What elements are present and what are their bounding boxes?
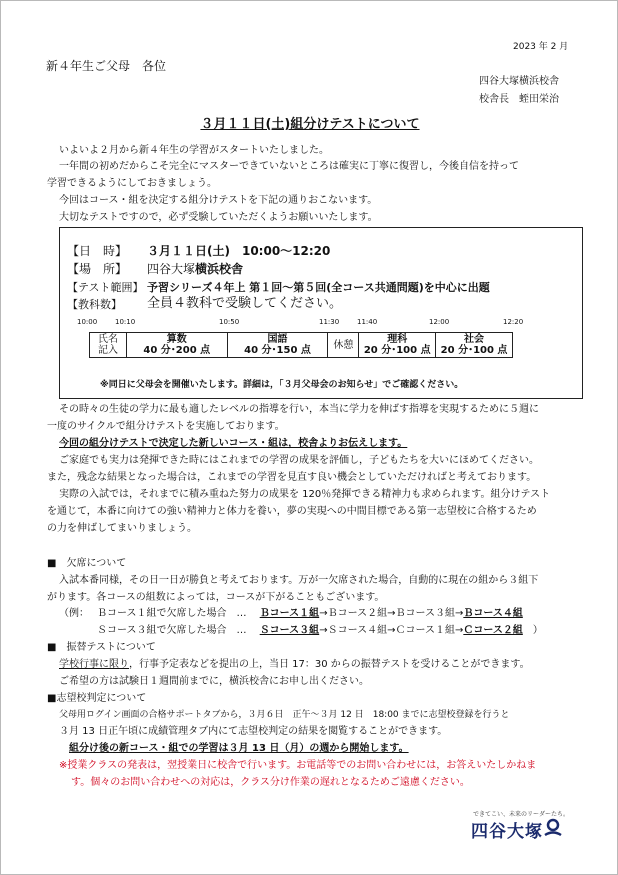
body-line-1: その時々の生徒の学力に最も適したレベルの指導を行い，本当に学力を伸ばす指導を実現するために５週に [59, 404, 539, 415]
timetable-cell-math: 算数 40 分･200 点 [126, 333, 227, 358]
red-note-line-1: ※授業クラスの発表は，翌授業日に校舎で行います。お電話等でのお問い合わせには，お答えいたしかねま [59, 760, 537, 771]
place-value: 四谷大塚横浜校舎 [147, 262, 244, 276]
logo-name: 四谷大塚 [471, 822, 543, 842]
time-5: 12:00 [429, 318, 450, 326]
body-line-8: の力を伸ばしてまいりましょう。 [47, 523, 197, 534]
subjects-label: 【教科数】 [67, 298, 122, 311]
absence-heading: ■ 欠席について [47, 558, 127, 569]
makeup-heading: ■ 振替テストについて [47, 642, 156, 653]
timetable [89, 332, 513, 358]
red-note-line-2: す。個々のお問い合わせへの対応は，クラス分け作業の遅れとなるためご遠慮ください。 [71, 777, 470, 788]
timetable-cell-japanese: 国語 40 分･150 点 [227, 333, 328, 358]
body-line-6: 実際の入試では，それまでに積み重ねた努力の成果を 120％発揮できる精神力も求められます。組分けテスト [59, 489, 551, 500]
addressee: 新４年生ご父母 各位 [46, 59, 167, 73]
place-label: 【場 所】 [67, 262, 128, 276]
body-line-5: また，残念な結果となった場合は，これまでの学習を見直す良い機会としていただければと考えております。 [47, 472, 537, 483]
time-6: 12:20 [503, 318, 524, 326]
body-line-4: ご家庭でも実力は発揮できた時にはこれまでの学習の成果を評価し，子どもたちを大いにほめてください。 [59, 455, 539, 466]
example-2: Ｓコース３組で欠席した場合 … Ｓコース３組→Ｓコース４組→Ｃコース１組→Ｃコース２組 ） [97, 625, 543, 636]
intro-line-2: 一年間の初めだからこそ完全にマスターできていないところは確実に丁寧に復習し，今後自信を持って [59, 161, 519, 172]
timetable-cell-name: 氏名 記入 [90, 333, 127, 358]
subjects-value: 全員４教科で受験してください。 [147, 296, 343, 311]
parent-meeting-note: ※同日に父母会を開催いたします。詳細は，「３月父母会のお知らせ」でご確認ください。 [100, 380, 464, 390]
document-date: 2023 年 2 月 [513, 42, 569, 52]
intro-line-4: 今回はコース・組を決定する組分けテストを下記の通りおこないます。 [59, 195, 378, 206]
page-title: ３月１１日(土)組分けテストについて [200, 117, 420, 132]
judgement-line-2: ３月 13 日正午頃に成績管理タブ内にて志望校判定の結果を閲覧することができます。 [59, 726, 448, 737]
timetable-cell-break: 休憩 [328, 333, 359, 358]
time-1: 10:10 [115, 318, 136, 326]
range-label: 【テスト範囲】 [67, 281, 144, 294]
intro-line-5: 大切なテストですので，必ず受験していただくようお願いいたします。 [59, 212, 378, 223]
range-value: 予習シリーズ４年上 第１回～第５回(全コース共通問題)を中心に出題 [147, 281, 490, 294]
time-3: 11:30 [319, 318, 340, 326]
logo-tagline: できてこい、未来のリーダーたち。 [473, 811, 570, 818]
time-0: 10:00 [77, 318, 98, 326]
intro-line-1: いよいよ２月から新４年生の学習がスタートいたしました。 [59, 145, 329, 156]
date-value: ３月１１日(土) 10:00～12:20 [147, 244, 331, 258]
intro-line-3: 学習できるようにしておきましょう。 [47, 178, 217, 189]
judgement-line-1: 父母用ログイン画面の合格サポートタブから，３月６日 正午～３月 12 日 18:00 までに志望校登録を行うと [59, 710, 510, 720]
absence-line-2: がります。各コースの組数によっては，コースが下がることもございます。 [47, 592, 385, 603]
body-line-3: 今回の組分けテストで決定した新しいコース・組は，校舎よりお伝えします。 [59, 438, 408, 449]
makeup-line-2: ご希望の方は試験日１週間前までに，横浜校舎にお申し出ください。 [59, 676, 369, 687]
timetable-cell-science: 理科 20 分･100 点 [359, 333, 436, 358]
makeup-line-1: 学校行事に限り，行事予定表などを提出の上，当日 17：30 からの振替テストを受けることができます。 [59, 659, 530, 670]
school-name: 四谷大塚横浜校舎 [479, 76, 559, 87]
body-line-7: を通じて，本番に向けての強い精神力と体力を養い，夢の実現への中間目標である第一志望校に合格するため [47, 506, 537, 517]
start-note: 組分け後の新コース・組での学習は３月 13 日（月）の週から開始します。 [69, 743, 409, 754]
example-label: （例： [59, 608, 89, 619]
principal-name: 校舎長 蛭田栄治 [479, 94, 559, 105]
judgement-heading: ■志望校判定について [47, 693, 147, 704]
date-label: 【日 時】 [67, 244, 128, 258]
time-4: 11:40 [357, 318, 378, 326]
example-1: Ｂコース１組で欠席した場合 … Ｂコース１組→Ｂコース２組→Ｂコース３組→Ｂコース４組 [97, 608, 523, 619]
logo-mark-icon [542, 816, 564, 838]
body-line-2: 一度のサイクルで組分けテストを実施しております。 [47, 421, 285, 432]
time-2: 10:50 [219, 318, 240, 326]
absence-line-1: 入試本番同様，その日一日が勝負と考えております。万が一欠席された場合，自動的に現在の組から３組下 [59, 575, 539, 586]
timetable-cell-social: 社会 20 分･100 点 [436, 333, 513, 358]
